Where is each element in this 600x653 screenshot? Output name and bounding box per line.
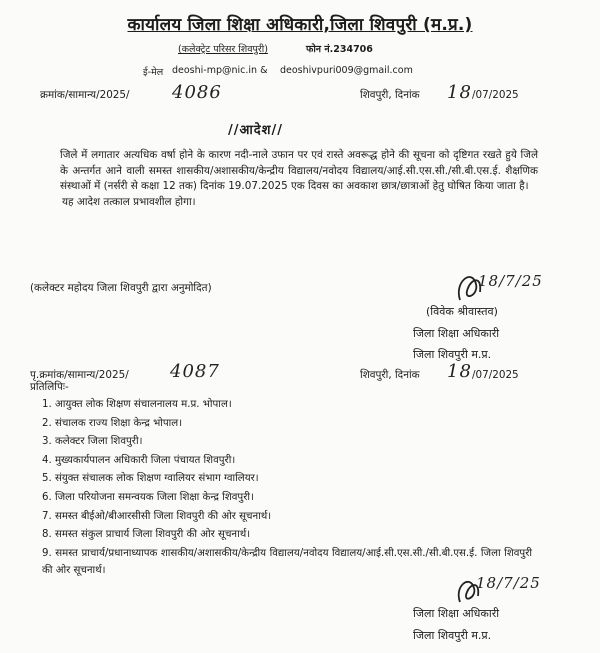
list-item: 6. जिला परियोजना समन्वयक जिला शिक्षा केन्द्र शिवपुरी। [42, 491, 254, 503]
copy-label: प्रतिलिपिः- [30, 381, 69, 393]
order-place-date: शिवपुरी, दिनांक [360, 89, 420, 101]
approval-note: (कलेक्टर महोदय जिला शिवपुरी द्वारा अनुमोदित) [30, 282, 212, 294]
signatory-2-district: जिला शिवपुरी म.प्र. [413, 629, 492, 642]
email-secondary: deoshivpuri009@gmail.com [280, 65, 413, 76]
copy-date-day: 18 [447, 361, 472, 382]
office-address: (कलेक्ट्रेट परिसर शिवपुरी) [178, 44, 268, 55]
list-item: 1. आयुक्त लोक शिक्षण संचालनालय म.प्र. भोपाल। [42, 399, 232, 410]
order-date-day: 18 [447, 82, 472, 103]
order-body [60, 148, 538, 210]
order-date-rest: /07/2025 [472, 89, 519, 101]
copy-date-rest: /07/2025 [472, 369, 519, 381]
copy-place-date: शिवपुरी, दिनांक [360, 369, 420, 381]
signatory-district: जिला शिवपुरी म.प्र. [413, 348, 492, 361]
list-item: 9. समस्त प्राचार्य/प्रधानाध्यापक शासकीय/अशासकीय/केन्द्रीय विद्यालय/नवोदय विद्यालय/आई.सी.एस.सी./सी.बी.एस.ई. जिला शिवपुरी की ओर सूचनार्थ। [42, 547, 532, 576]
signatory-2-designation: जिला शिक्षा अधिकारी [413, 607, 500, 620]
email-label: ई-मेल [143, 67, 164, 78]
list-item: 5. संयुक्त संचालक लोक शिक्षण ग्वालियर संभाग ग्वालियर। [42, 473, 259, 485]
office-phone: फोन नं.234706 [306, 44, 373, 55]
signatory-name: (विवेक श्रीवास्तव) [426, 305, 498, 318]
order-ref-label: क्रमांक/सामान्य/2025/ [40, 89, 130, 101]
list-item: 4. मुख्यकार्यपालन अधिकारी जिला पंचायत शिवपुरी। [42, 454, 236, 466]
order-effective: यह आदेश तत्काल प्रभावशील होगा। [62, 195, 196, 208]
signature-2-initials: 18/7/25 [476, 574, 541, 592]
list-item: 7. समस्त बीईओ/बीआरसीसी जिला शिवपुरी की ओर सूचनार्थ। [42, 510, 272, 522]
copy-ref-label: पृ.क्रमांक/सामान्य/2025/ [30, 369, 129, 381]
order-heading: //आदेश// [228, 123, 284, 138]
list-item: 8. समस्त संकुल प्राचार्य जिला शिवपुरी की ओर सूचनार्थ। [42, 529, 251, 541]
office-title: कार्यालय जिला शिक्षा अधिकारी,जिला शिवपुरी (म.प्र.) [127, 15, 473, 35]
email-primary: deoshi-mp@nic.in & [172, 65, 268, 76]
signature-1-initials: 18/7/25 [478, 272, 543, 290]
order-paragraph: जिले में लगातार अत्यधिक वर्षा होने के कारण नदी-नाले उफान पर एवं रास्ते अवरूद्ध होने की सूचना को दृष्टिगत रखते हुये जिले के अन्तर्गत आने वाली समस्त शासकीय/अशासकीय/केन्द्रीय विद्यालय/नवोदय विद्यालय/आई.सी.एस.सी./सी.बी.एस.ई. शैक्षणिक संस्थाओं में (नर्सरी से कक्षा 12 तक) दिनांक 19.07.2025 एक दिवस का अवकाश छात्र/छात्राओं हेतु घोषित किया जाता है। [60, 149, 538, 192]
order-ref-number: 4086 [172, 82, 222, 103]
copy-list [42, 396, 562, 579]
signatory-designation: जिला शिक्षा अधिकारी [413, 327, 500, 340]
list-item: 3. कलेक्टर जिला शिवपुरी। [42, 436, 143, 448]
copy-ref-number: 4087 [170, 361, 220, 382]
list-item: 2. संचालक राज्य शिक्षा केन्द्र भोपाल। [42, 417, 183, 429]
